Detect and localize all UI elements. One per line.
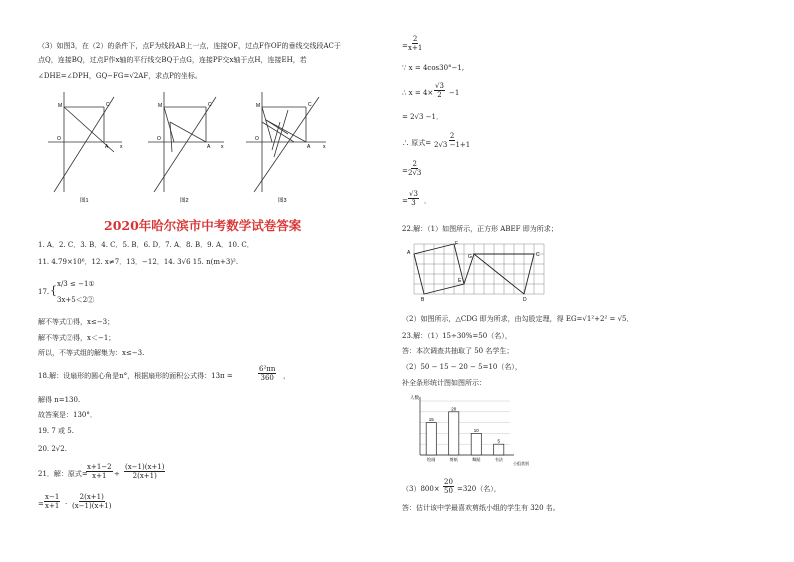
chart-ylabel: 人数 [410,395,419,400]
fig2-caption: 图2 [180,198,189,204]
q22-line-2: （2）如图所示，△CDG 即为所求，由勾股定理，得 EG=√1²+2² = √5． [402,315,634,323]
grid-label-B: B [421,297,425,303]
q21-line-1: 21．解：原式= [38,470,88,478]
fig3-label-C: C [308,102,312,108]
r-eq5-den: 2√3 −1+1 [434,141,471,149]
chart-category-label: 书法 [494,457,503,462]
fig2-label-O: O [157,136,161,142]
q19-answer: 19. 7 或 5. [38,427,74,435]
q3-line-1: （3）如图3，在（2）的条件下，点F为线段AB上一点，连接OF，过点F作OF的垂线交线段AC于 [38,42,341,50]
fig1-label-x: x [120,144,123,150]
fig2-label-A: A [207,144,211,150]
answers-11-15: 11. 4.79×10⁶．12. x≠7．13．−12．14. 3√6 15. n(m+3)². [38,258,239,266]
fig3-label-O: O [255,136,259,142]
answers-1-10: 1. A．2. C．3. B．4. C．5. B．6. D．7. A．8. B．9. A．10. C． [38,241,254,249]
r-eq7-num: √3 [409,190,418,198]
fig3-caption: 图3 [278,198,287,204]
q18-comma: ， [283,372,290,380]
fig1-caption: 图1 [80,198,89,204]
r-eq3-post: −1 [449,89,460,97]
fig3-label-A: A [307,144,311,150]
q23-part3-fraction [443,478,454,495]
chart-value-label: 15 [428,417,434,423]
chart-value-label: 10 [473,427,479,433]
q18-numerator: 6²πn [259,365,276,373]
r-eq1-den: x+1 [408,44,423,52]
chart-category-label: 剪纸 [449,457,458,462]
q17-step-2: 解不等式②得，x＜−1； [38,334,116,342]
q23-part3-den: 50 [444,487,453,495]
r-eq1-pre: = [402,42,408,50]
q17-brace: { [50,284,57,297]
square-ABEF [414,244,464,294]
q23-line-4: 补全条形统计图如图所示： [402,379,486,387]
grid-label-A: A [407,250,411,256]
q18-line-3: 故答案是：130°． [38,411,97,419]
q21-f2-num: (x−1)(x+1) [125,463,165,471]
r-eq7-fraction [408,190,419,207]
q22-grid-figure [404,236,554,306]
r-eq3-den: 2 [437,91,442,99]
fig1-label-M: M [58,103,63,109]
q21-f1-den: x+1 [92,472,107,480]
chart-xlabel: 小组类别 [513,461,529,466]
q17-step-1: 解不等式①得，x≤−3； [38,318,115,326]
q23-part3-pre: （3）800× [402,485,440,493]
grid-label-C: C [536,252,540,258]
r-eq7-post: ． [424,197,431,205]
fig1-label-O: O [57,136,61,142]
r-eq7-pre: = [402,197,408,205]
fig1-label-A: A [105,144,109,150]
bar-chart [408,393,538,469]
q21-f2-den: 2(x+1) [132,472,157,480]
q21-equals: = [38,500,44,508]
q17-label: 17. [38,288,50,296]
q23-part3-num: 20 [444,478,453,486]
fig2-label-x: x [221,144,224,150]
chart-value-label: 5 [497,438,501,444]
fig1-label-C: C [106,102,110,108]
r-eq1-fraction [408,35,422,52]
r-eq2: ∵ x = 4cos30°−1, [402,64,465,72]
r-eq5-pre: ∴ 原式= [402,139,432,147]
fig2-label-C: C [208,102,212,108]
q20-answer: 20. 2√2. [38,445,67,453]
q21-f4-num: 2(x+1) [79,493,104,501]
q21-f1-num: x+1−2 [87,463,112,471]
q21-f4-den: (x−1)(x+1) [72,502,112,510]
r-eq4: = 2√3 −1． [402,113,444,121]
q18-fraction [258,365,276,382]
grid-label-F: F [455,241,459,247]
q23-line-2: 答：本次调查共抽取了 50 名学生； [402,347,514,355]
q21-divide: ÷ [114,470,120,478]
q21-fraction-4 [72,493,111,510]
q23-line-3: （2）50 − 15 − 20 − 5=10（名）， [402,363,522,371]
q21-fraction-2 [124,463,165,480]
r-eq5-fraction [434,132,470,149]
q18-line-2: 解得 n=130. [38,396,81,404]
q23-line-1: 23.解：（1）15÷30%=50（名）， [402,332,512,340]
r-eq7-den: 3 [411,199,416,207]
r-eq3-num: √3 [435,82,444,90]
q18-line-1: 18.解：设扇形的圆心角是n°，根据扇形的面积公式得：13π = [38,372,233,380]
q18-denominator: 360 [260,374,274,382]
q21-fraction-3 [44,493,60,510]
q3-line-2: 点Q，连接BQ，过点F作x轴的平行线交BQ于点G，连接PF交x轴于点H，连接EH，若 [38,56,307,64]
q3-line-3: ∠DHE=∠DPH，GQ−FG=√2AF，求点P的坐标。 [38,72,202,80]
q17-step-3: 所以，不等式组的解集为：x≤−3. [38,349,145,357]
r-eq3-pre: ∴ x = 4× [402,89,434,97]
chart-bar [494,444,504,455]
fig3-label-x: x [323,144,326,150]
q23-part3-post: =320（名）， [457,485,501,493]
r-eq5-num: 2 [449,132,455,140]
fig3-label-M: M [256,103,261,109]
r-eq3-fraction [434,82,445,99]
q21-fraction-1 [86,463,113,480]
r-eq1-num: 2 [412,35,418,43]
answer-title: 2020年哈尔滨市中考数学试卷答案 [104,218,302,233]
r-eq6-den: 2√3 [408,169,422,177]
r-eq6-pre: = [402,167,408,175]
chart-value-label: 20 [451,406,457,412]
r-eq6-num: 2 [412,160,417,168]
q21-f3-num: x−1 [45,493,60,501]
grid-label-D: D [523,297,527,303]
r-eq6-fraction [408,160,421,177]
grid-lines [414,244,544,294]
q17-inequality-1: x/3 ≤ −1① [57,280,95,288]
q17-inequality-2: 3x+5＜2② [57,296,95,304]
grid-label-E: E [458,278,462,284]
chart-bar [449,412,459,455]
chart-category-label: 绘画 [427,457,436,462]
q21-f3-den: x+1 [45,502,60,510]
q21-dot: · [65,500,68,508]
fig2-label-M: M [158,103,163,109]
chart-category-labels [427,456,504,463]
q22-line-1: 22.解：（1）如图所示，正方形 ABEF 即为所求； [402,225,558,233]
chart-bar [426,423,436,455]
geometry-figures [44,92,344,204]
chart-category-label: 舞蹈 [472,457,481,462]
chart-bar [471,433,481,455]
grid-label-G: G [468,254,472,260]
q23-line-6: 答：估计该中学最喜欢剪纸小组的学生有 320 名。 [402,504,560,512]
